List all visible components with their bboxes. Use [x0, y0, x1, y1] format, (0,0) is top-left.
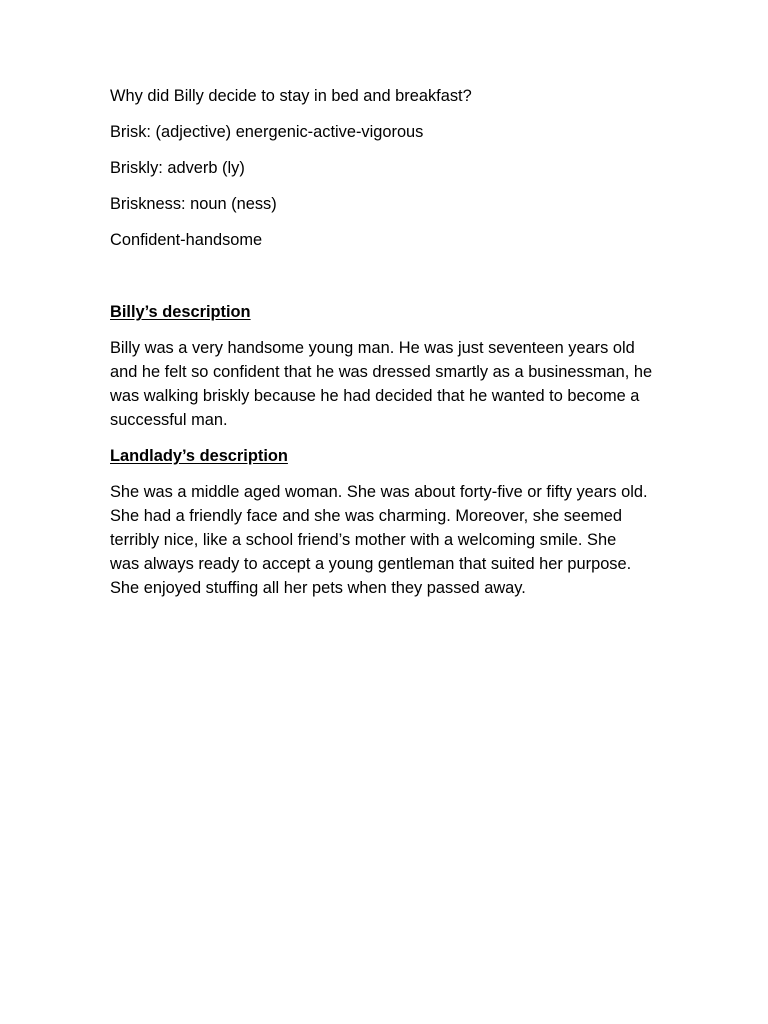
paragraph-line: Billy was a very handsome young man. He was just seventeen years old [110, 339, 635, 357]
blank-spacer [110, 264, 658, 300]
paragraph-line: terribly nice, like a school friend’s mother with a welcoming smile. She [110, 531, 617, 549]
document-body [110, 84, 658, 612]
vocab-line-briskly: Briskly: adverb (ly) [110, 159, 245, 177]
paragraph-line: and he felt so confident that he was dressed smartly as a businessman, he [110, 363, 653, 381]
paragraph-line: was walking briskly because he had decided that he wanted to become a [110, 387, 640, 405]
paragraph-line: was always ready to accept a young gentleman that suited her purpose. [110, 555, 632, 573]
paragraph-line: successful man. [110, 411, 228, 429]
section-paragraph-landlady [110, 480, 658, 600]
paragraph-line: She enjoyed stuffing all her pets when they passed away. [110, 579, 526, 597]
paragraph-line: She had a friendly face and she was charming. Moreover, she seemed [110, 507, 623, 525]
vocab-line-briskness: Briskness: noun (ness) [110, 195, 277, 213]
vocab-line-brisk: Brisk: (adjective) energenic-active-vigorous [110, 123, 424, 141]
section-paragraph-billy [110, 336, 658, 432]
section-heading-billy: Billy’s description [110, 303, 251, 321]
paragraph-line: She was a middle aged woman. She was about forty-five or fifty years old. [110, 483, 648, 501]
question-line: Why did Billy decide to stay in bed and breakfast? [110, 87, 472, 105]
vocab-line-confident: Confident-handsome [110, 231, 263, 249]
section-heading-landlady: Landlady’s description [110, 447, 288, 465]
